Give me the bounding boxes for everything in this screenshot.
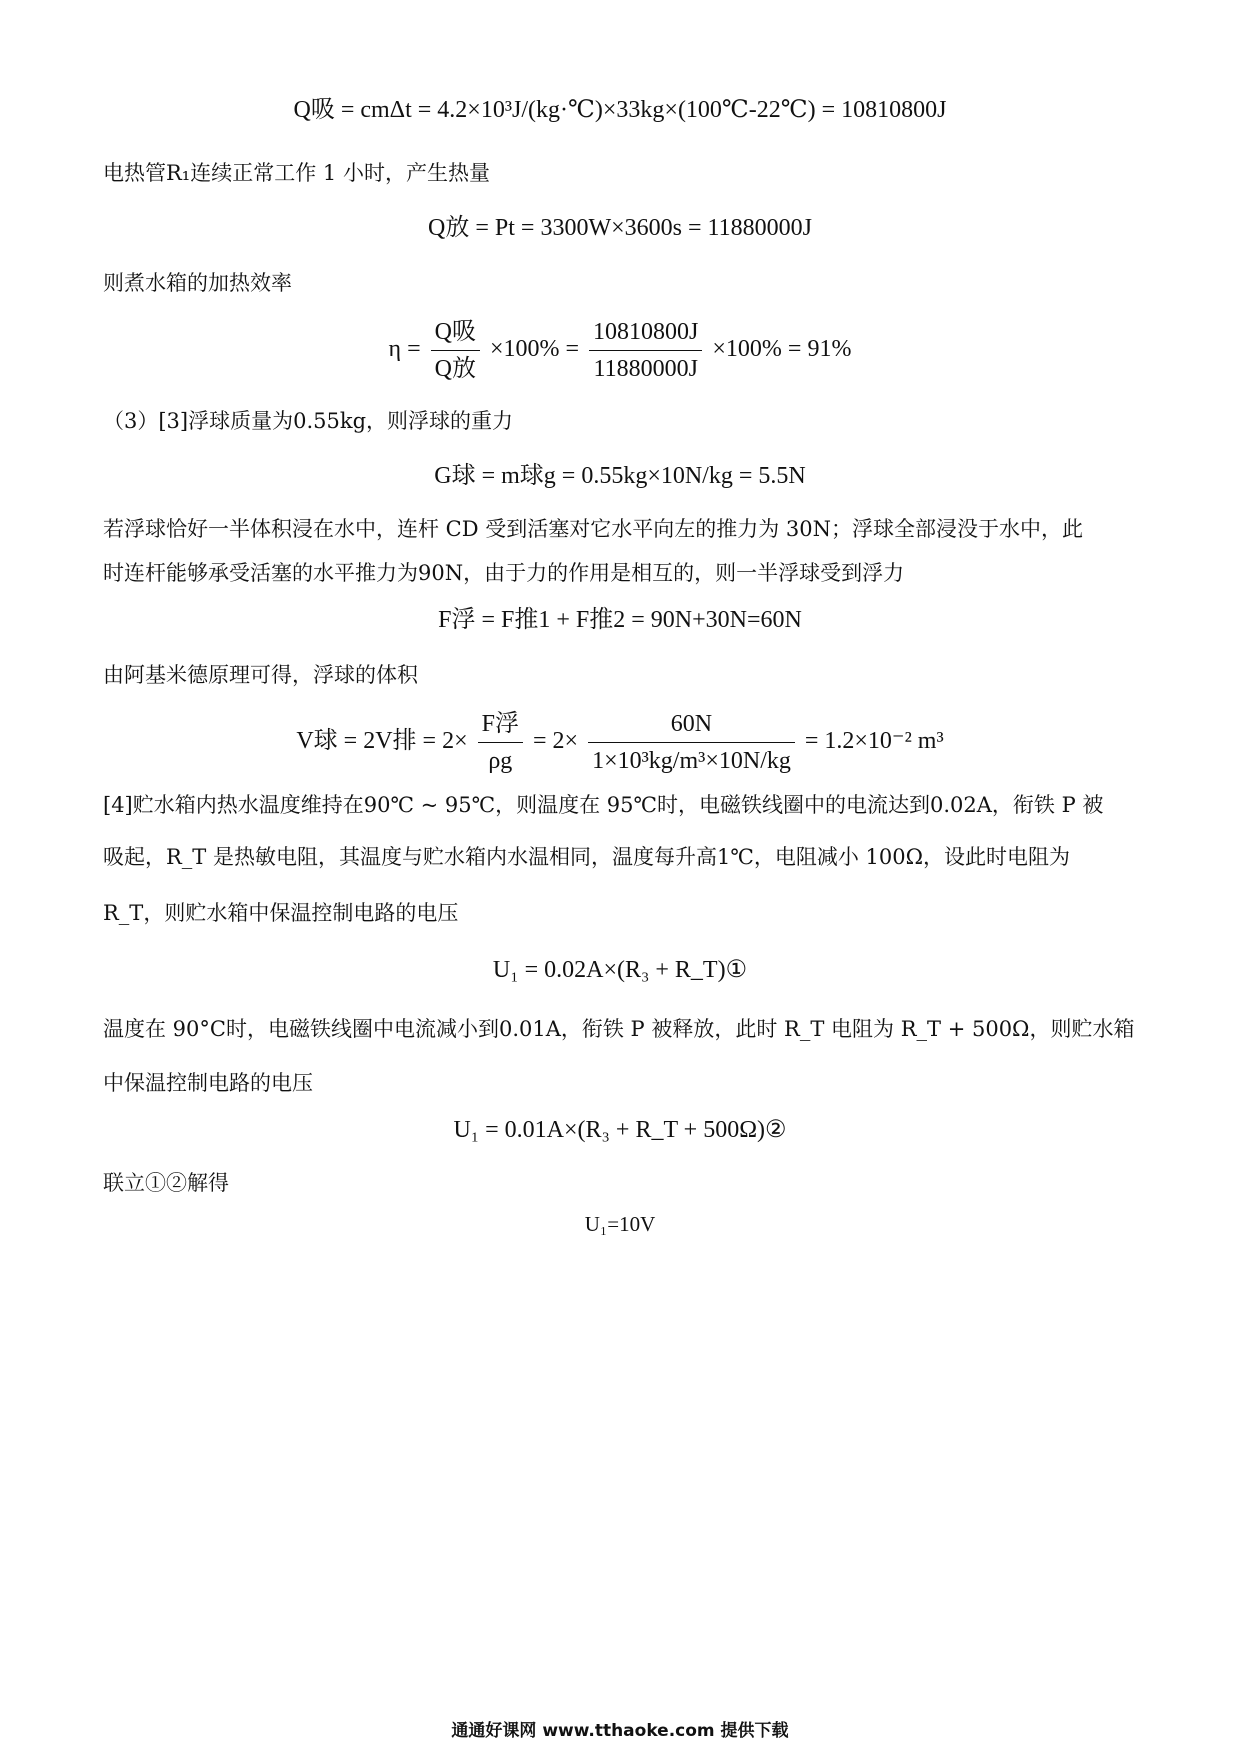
paragraph-solve: 联立①②解得 <box>103 1171 229 1195</box>
fraction-value-ratio <box>589 316 702 385</box>
fraction-denominator: 11880000J <box>593 356 698 382</box>
formula-buoyancy: F浮 = F推1 + F推2 = 90N+30N=60N <box>438 607 802 633</box>
fraction-numerator: 60N <box>588 708 795 743</box>
fraction-volume-values <box>588 708 795 777</box>
formula-heat-absorbed: Q吸 = cmΔt = 4.2×10³J/(kg·℃)×33kg×(100℃-22℃) = 10810800J <box>293 97 947 123</box>
volume-suffix: = 1.2×10⁻² m³ <box>804 728 944 755</box>
fraction-numerator: F浮 <box>478 708 523 743</box>
paragraph-temperature-line2: 吸起，R_T 是热敏电阻，其温度与贮水箱内水温相同，温度每升高1℃，电阻减小 100Ω，设此时电阻为 <box>103 845 1071 869</box>
fraction-numerator: 10810800J <box>589 316 702 351</box>
footer-source: 通通好课网 www.tthaoke.com 提供下载 <box>451 1721 789 1741</box>
paragraph-float-line2: 时连杆能够承受活塞的水平推力为90N，由于力的作用是相互的，则一半浮球受到浮力 <box>103 561 905 585</box>
fraction-denominator: 1×10³kg/m³×10N/kg <box>592 748 791 774</box>
fraction-buoyancy-over-rho-g <box>478 708 523 777</box>
formula-voltage-eq1: U₁ = 0.02A×(R₃ + R_T)① <box>492 957 748 983</box>
paragraph-temperature-line3: R_T，则贮水箱中保温控制电路的电压 <box>103 901 459 925</box>
formula-efficiency <box>0 316 1240 385</box>
eta-prefix: η = <box>388 336 421 363</box>
formula-float-volume <box>0 708 1240 777</box>
formula-voltage-result: U₁=10V <box>584 1212 656 1236</box>
formula-float-weight: G球 = m球g = 0.55kg×10N/kg = 5.5N <box>434 463 806 489</box>
paragraph-float-mass: （3）[3]浮球质量为0.55kg，则浮球的重力 <box>103 409 514 433</box>
fraction-q-ratio <box>431 316 480 385</box>
paragraph-efficiency-intro: 则煮水箱的加热效率 <box>103 271 292 295</box>
paragraph-heater-one-hour: 电热管R₁连续正常工作 1 小时，产生热量 <box>103 161 490 185</box>
eta-middle: ×100% = <box>489 336 580 363</box>
fraction-numerator: Q吸 <box>431 316 480 351</box>
eta-suffix: ×100% = 91% <box>712 336 852 363</box>
paragraph-release-line1: 温度在 90°C时，电磁铁线圈中电流减小到0.01A，衔铁 P 被释放，此时 R_T 电阻为 R_T + 500Ω，则贮水箱 <box>103 1017 1135 1041</box>
paragraph-archimedes: 由阿基米德原理可得，浮球的体积 <box>103 663 418 687</box>
paragraph-release-line2: 中保温控制电路的电压 <box>103 1071 313 1095</box>
paragraph-temperature-line1: [4]贮水箱内热水温度维持在90℃ ~ 95℃，则温度在 95℃时，电磁铁线圈中的电流达到0.02A，衔铁 P 被 <box>103 793 1104 817</box>
volume-middle: = 2× <box>532 728 579 755</box>
formula-heat-released: Q放 = Pt = 3300W×3600s = 11880000J <box>428 215 812 241</box>
volume-prefix: V球 = 2V排 = 2× <box>296 728 468 755</box>
formula-voltage-eq2: U₁ = 0.01A×(R₃ + R_T + 500Ω)② <box>453 1117 787 1143</box>
fraction-denominator: Q放 <box>434 356 476 382</box>
fraction-denominator: ρg <box>488 748 513 774</box>
paragraph-float-line1: 若浮球恰好一半体积浸在水中，连杆 CD 受到活塞对它水平向左的推力为 30N；浮球全部浸没于水中，此 <box>103 517 1084 541</box>
